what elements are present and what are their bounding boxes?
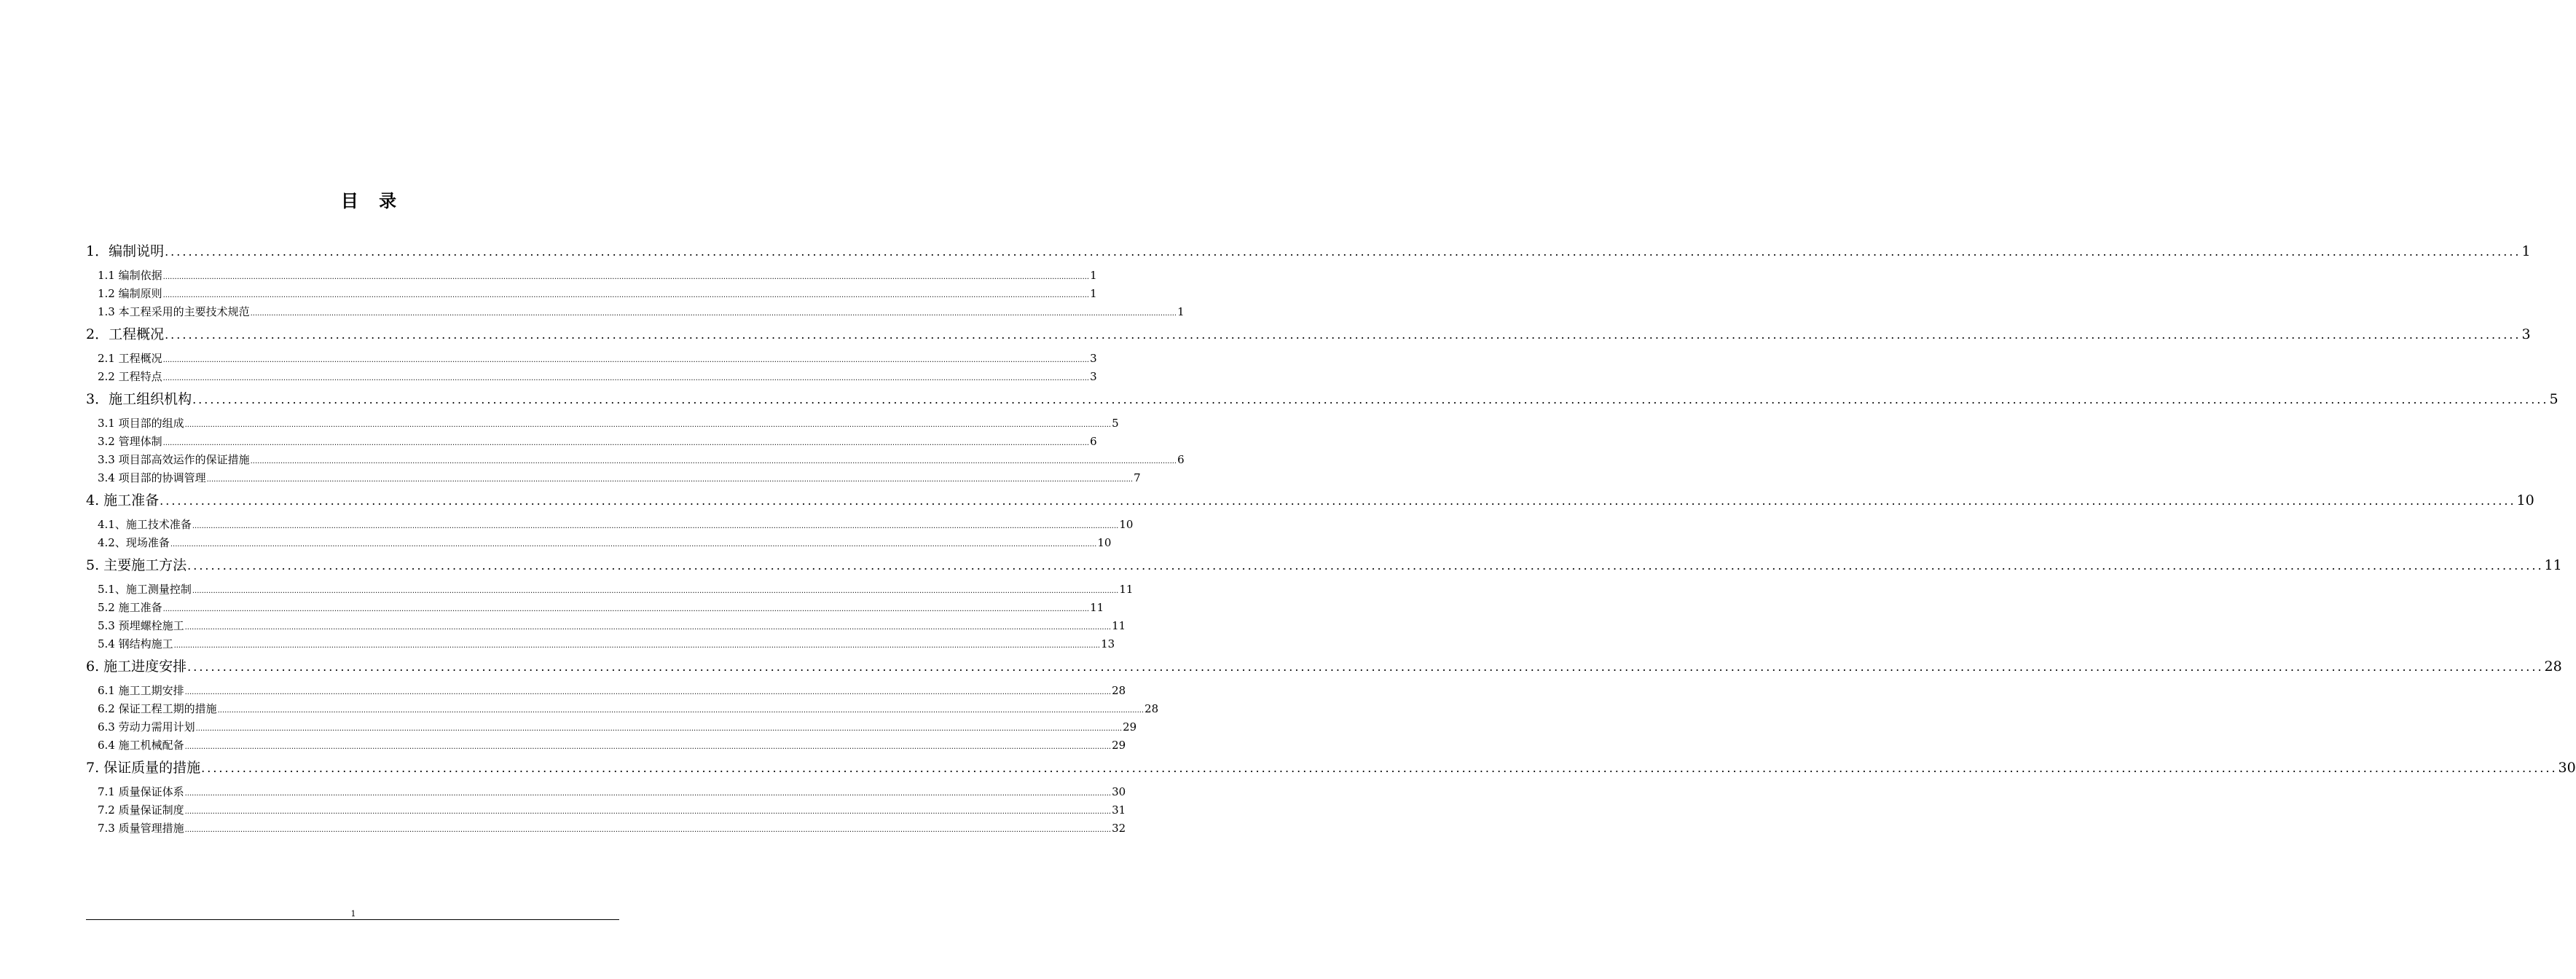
toc-page-number: 28 xyxy=(1144,702,1159,715)
toc-page-number: 29 xyxy=(1123,720,1137,734)
toc-page-number: 10 xyxy=(1119,518,1134,531)
toc-entry-title: 1.3 本工程采用的主要技术规范 xyxy=(98,305,250,318)
toc-entry-title: 4. 施工准备 xyxy=(86,492,160,508)
toc-section[interactable] xyxy=(86,451,1185,469)
toc-page-number: 29 xyxy=(1112,739,1126,752)
toc-entry-title: 3．施工组织机构 xyxy=(86,391,192,407)
toc-entry-title: 5.1、施工测量控制 xyxy=(98,583,192,596)
toc-leader-dots: ................................................................................................................................................................................................................................................................................................................................................................................................................ xyxy=(162,374,1090,382)
toc-leader-dots: ................................................................................................................................................................................................................................................................................................................................................................................................................ xyxy=(162,605,1090,613)
toc-page-number: 5 xyxy=(2549,391,2559,407)
footer-divider xyxy=(86,919,619,920)
toc-leader-dots: ................................................................................................................................................................................................................................................................................................................................................................................................................ xyxy=(162,291,1090,299)
toc-leader-dots: ................................................................................................................................................................................................................................................................................................................................................................................................................ xyxy=(187,660,2544,674)
toc-entry-title: 5.2 施工准备 xyxy=(98,601,162,614)
toc-page-number: 11 xyxy=(2544,557,2562,573)
toc-chapter[interactable] xyxy=(86,555,2562,581)
toc-leader-dots: ................................................................................................................................................................................................................................................................................................................................................................................................................ xyxy=(192,393,2549,406)
toc-chapter[interactable] xyxy=(86,758,2576,783)
toc-page-number: 10 xyxy=(2516,492,2534,508)
toc-section[interactable] xyxy=(86,285,1097,303)
toc-leader-dots: ................................................................................................................................................................................................................................................................................................................................................................................................................ xyxy=(187,559,2544,573)
toc-section[interactable] xyxy=(86,534,1112,552)
toc-leader-dots: ................................................................................................................................................................................................................................................................................................................................................................................................................ xyxy=(184,421,1112,429)
toc-section[interactable] xyxy=(86,700,1159,718)
toc-entry-title: 5. 主要施工方法 xyxy=(86,557,187,573)
toc-page-number: 11 xyxy=(1119,583,1134,596)
toc-entry-title: 6.4 施工机械配备 xyxy=(98,739,184,752)
toc-leader-dots: ................................................................................................................................................................................................................................................................................................................................................................................................................ xyxy=(250,310,1177,318)
toc-page-number: 5 xyxy=(1112,417,1119,430)
table-of-contents xyxy=(86,241,2576,838)
toc-page-number: 13 xyxy=(1101,637,1115,650)
toc-leader-dots: ................................................................................................................................................................................................................................................................................................................................................................................................................ xyxy=(192,522,1119,530)
toc-entry-title: 7.1 质量保证体系 xyxy=(98,785,184,798)
toc-leader-dots: ................................................................................................................................................................................................................................................................................................................................................................................................................ xyxy=(165,245,2521,259)
toc-leader-dots: ................................................................................................................................................................................................................................................................................................................................................................................................................ xyxy=(162,356,1090,364)
toc-section[interactable] xyxy=(86,617,1126,635)
toc-page-number: 1 xyxy=(1090,287,1097,300)
toc-entry-title: 7. 保证质量的措施 xyxy=(86,760,201,776)
toc-leader-dots: ................................................................................................................................................................................................................................................................................................................................................................................................................ xyxy=(250,457,1177,465)
toc-entry-title: 3.2 管理体制 xyxy=(98,435,162,448)
toc-section[interactable] xyxy=(86,736,1126,755)
toc-chapter[interactable] xyxy=(86,324,2531,350)
toc-leader-dots: ................................................................................................................................................................................................................................................................................................................................................................................................................ xyxy=(195,725,1123,733)
toc-page-number: 31 xyxy=(1112,803,1126,817)
toc-page-number: 30 xyxy=(2558,760,2576,776)
toc-leader-dots: ................................................................................................................................................................................................................................................................................................................................................................................................................ xyxy=(170,540,1097,549)
toc-entry-title: 3.1 项目部的组成 xyxy=(98,417,184,430)
toc-section[interactable] xyxy=(86,414,1119,433)
toc-entry-title: 4.2、现场准备 xyxy=(98,536,170,549)
toc-page-number: 11 xyxy=(1112,619,1126,632)
toc-entry-title: 1.1 编制依据 xyxy=(98,269,162,282)
toc-entry-title: 7.2 质量保证制度 xyxy=(98,803,184,817)
toc-entry-title: 1．编制说明 xyxy=(86,243,165,259)
toc-entry-title: 4.1、施工技术准备 xyxy=(98,518,192,531)
toc-entry-title: 6.1 施工工期安排 xyxy=(98,684,184,697)
toc-page-number: 10 xyxy=(1097,536,1112,549)
toc-entry-title: 5.4 钢结构施工 xyxy=(98,637,173,650)
toc-page-number: 1 xyxy=(2521,243,2531,259)
toc-section[interactable] xyxy=(86,718,1137,736)
toc-leader-dots: ................................................................................................................................................................................................................................................................................................................................................................................................................ xyxy=(192,587,1119,595)
toc-section[interactable] xyxy=(86,581,1134,599)
toc-page-number: 3 xyxy=(2521,326,2531,342)
toc-leader-dots: ................................................................................................................................................................................................................................................................................................................................................................................................................ xyxy=(184,743,1112,751)
toc-leader-dots: ................................................................................................................................................................................................................................................................................................................................................................................................................ xyxy=(173,642,1101,650)
toc-leader-dots: ................................................................................................................................................................................................................................................................................................................................................................................................................ xyxy=(201,761,2558,775)
toc-page-number: 7 xyxy=(1134,471,1141,484)
toc-page-number: 1 xyxy=(1090,269,1097,282)
toc-page-number: 28 xyxy=(2544,658,2562,675)
toc-leader-dots: ................................................................................................................................................................................................................................................................................................................................................................................................................ xyxy=(206,476,1134,484)
toc-chapter[interactable] xyxy=(86,389,2559,414)
toc-page-number: 3 xyxy=(1090,352,1097,365)
toc-page-number: 28 xyxy=(1112,684,1126,697)
toc-leader-dots: ................................................................................................................................................................................................................................................................................................................................................................................................................ xyxy=(184,688,1112,696)
toc-leader-dots: ................................................................................................................................................................................................................................................................................................................................................................................................................ xyxy=(184,826,1112,834)
toc-section[interactable] xyxy=(86,368,1097,386)
toc-section[interactable] xyxy=(86,819,1126,838)
toc-section[interactable] xyxy=(86,635,1115,653)
toc-page-number: 30 xyxy=(1112,785,1126,798)
toc-section[interactable] xyxy=(86,350,1097,368)
toc-leader-dots: ................................................................................................................................................................................................................................................................................................................................................................................................................ xyxy=(162,273,1090,281)
toc-section[interactable] xyxy=(86,303,1185,321)
toc-leader-dots: ................................................................................................................................................................................................................................................................................................................................................................................................................ xyxy=(184,790,1112,798)
toc-section[interactable] xyxy=(86,599,1104,617)
toc-chapter[interactable] xyxy=(86,490,2534,516)
toc-leader-dots: ................................................................................................................................................................................................................................................................................................................................................................................................................ xyxy=(165,328,2521,342)
toc-page-number: 32 xyxy=(1112,822,1126,835)
toc-chapter[interactable] xyxy=(86,656,2562,682)
toc-page-number: 11 xyxy=(1090,601,1104,614)
toc-leader-dots: ................................................................................................................................................................................................................................................................................................................................................................................................................ xyxy=(184,808,1112,816)
toc-leader-dots: ................................................................................................................................................................................................................................................................................................................................................................................................................ xyxy=(217,707,1144,715)
page-title: 目 录 xyxy=(340,191,404,211)
toc-entry-title: 7.3 质量管理措施 xyxy=(98,822,184,835)
toc-entry-title: 5.3 预埋螺栓施工 xyxy=(98,619,184,632)
toc-entry-title: 1.2 编制原则 xyxy=(98,287,162,300)
toc-entry-title: 2．工程概况 xyxy=(86,326,165,342)
toc-section[interactable] xyxy=(86,433,1097,451)
toc-section[interactable] xyxy=(86,682,1126,700)
toc-entry-title: 2.2 工程特点 xyxy=(98,370,162,383)
toc-section[interactable] xyxy=(86,516,1134,534)
toc-page-number: 3 xyxy=(1090,370,1097,383)
toc-chapter[interactable] xyxy=(86,241,2531,267)
toc-section[interactable] xyxy=(86,801,1126,819)
toc-section[interactable] xyxy=(86,783,1126,801)
toc-leader-dots: ................................................................................................................................................................................................................................................................................................................................................................................................................ xyxy=(184,624,1112,632)
toc-entry-title: 6.3 劳动力需用计划 xyxy=(98,720,195,734)
toc-page-number: 1 xyxy=(1177,305,1185,318)
toc-page-number: 6 xyxy=(1177,453,1185,466)
toc-entry-title: 3.4 项目部的协调管理 xyxy=(98,471,206,484)
toc-entry-title: 6.2 保证工程工期的措施 xyxy=(98,702,217,715)
toc-leader-dots: ................................................................................................................................................................................................................................................................................................................................................................................................................ xyxy=(162,439,1090,447)
toc-entry-title: 2.1 工程概况 xyxy=(98,352,162,365)
toc-section[interactable] xyxy=(86,267,1097,285)
toc-leader-dots: ................................................................................................................................................................................................................................................................................................................................................................................................................ xyxy=(160,494,2516,508)
toc-entry-title: 6. 施工进度安排 xyxy=(86,658,187,675)
toc-entry-title: 3.3 项目部高效运作的保证措施 xyxy=(98,453,250,466)
toc-page-number: 6 xyxy=(1090,435,1097,448)
toc-section[interactable] xyxy=(86,469,1141,487)
page-number: 1 xyxy=(350,909,356,919)
